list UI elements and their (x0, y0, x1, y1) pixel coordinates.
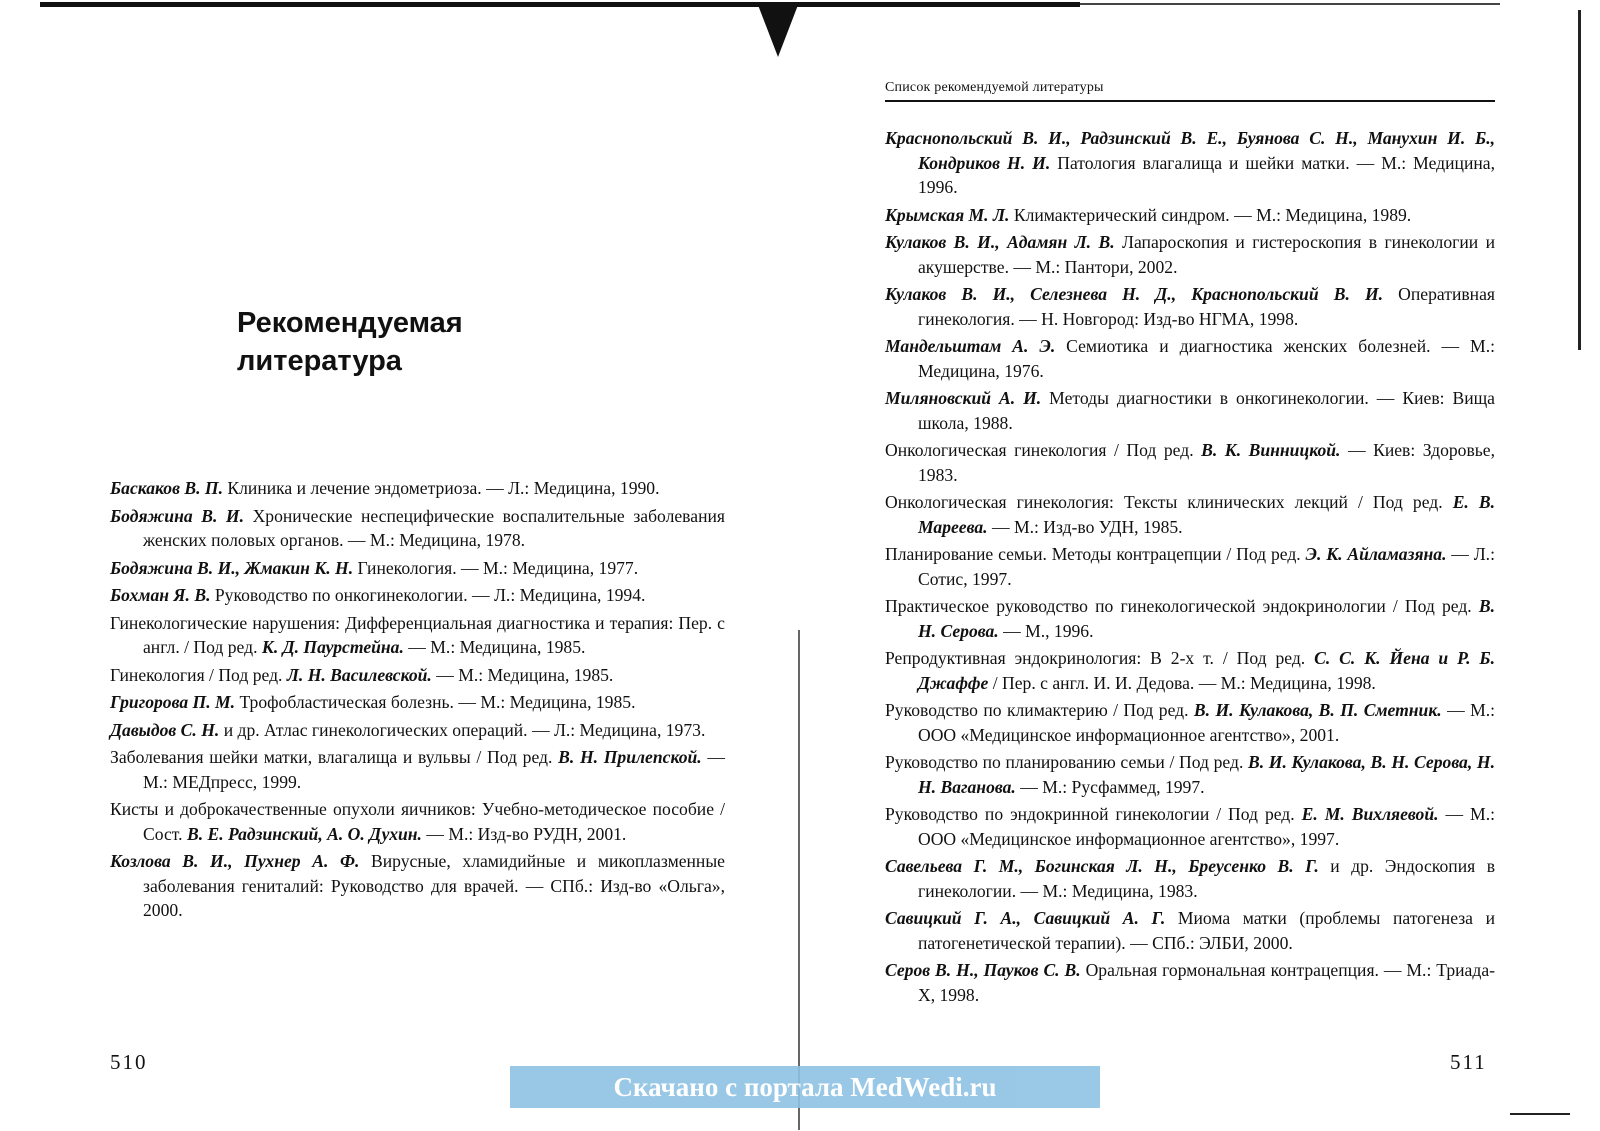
reference-publisher: — М.: Медицина, 1985. (403, 637, 586, 657)
reference-item (885, 698, 1495, 747)
reference-text: Методы диагностики в онкогинекологии. — Киев: Вища школа, 1988. (918, 388, 1495, 433)
gutter-line (798, 630, 800, 1130)
page-title (237, 304, 463, 380)
left-page (110, 0, 725, 1131)
reference-author: Бодяжина В. И. (110, 505, 245, 526)
reference-text: Репродуктивная эндокринология: В 2-х т. / Под ред. (885, 648, 1315, 668)
reference-publisher: / Пер. с англ. И. И. Дедова. — М.: Медицина, 1998. (988, 672, 1376, 693)
reference-editor: В. И. Кулакова, В. Н. Серова, Н. Н. Ваганова. (918, 752, 1495, 797)
reference-text: Хронические неспецифические воспалительные заболевания женских половых органов. — М.: Медицина, 1978. (143, 505, 725, 550)
reference-author: Бохман Я. В. (110, 585, 211, 605)
reference-text: Оперативная гинекология. — Н. Новгород: Изд-во НГМА, 1998. (918, 284, 1495, 329)
reference-item (885, 542, 1495, 591)
reference-item (885, 646, 1495, 695)
reference-item (885, 750, 1495, 799)
reference-editor: К. Д. Паурстейна. (261, 637, 404, 657)
reference-author: Серов В. Н., Пауков С. В. (885, 960, 1081, 980)
page-edge-shadow (1578, 10, 1581, 350)
reference-text: Заболевания шейки матки, влагалища и вульвы / Под ред. (110, 747, 559, 767)
reference-editor: Е. М. Вихляевой. (1301, 804, 1439, 824)
reference-text: Руководство по климактерию / Под ред. (885, 700, 1194, 720)
reference-author: Крымская М. Л. (885, 204, 1010, 225)
reference-author: Давыдов С. Н. (110, 719, 220, 740)
reference-text: Гинекологические нарушения: Дифференциальная диагностика и терапия: Пер. с англ. / Под ред. (110, 612, 725, 657)
reference-author: Козлова В. И., Пухнер А. Ф. (110, 851, 360, 871)
reference-text: Гинекология / Под ред. (110, 664, 287, 685)
reference-item (885, 958, 1495, 1007)
reference-editor: Е. В. Мареева. (918, 492, 1495, 537)
reference-text: Патология влагалища и шейки матки. — М.: Медицина, 1996. (918, 152, 1495, 197)
reference-text: Вирусные, хламидийные и микоплазменные заболевания гениталий: Руководство для врачей. — СПб.: Изд-во «Ольга», 2000. (143, 851, 725, 920)
reference-author: Савицкий Г. А., Савицкий А. Г. (885, 908, 1166, 928)
reference-publisher: — М.: МЕДпресс, 1999. (143, 747, 725, 792)
right-page (885, 0, 1495, 1131)
reference-text: Лапароскопия и гистероскопия в гинекологии и акушерстве. — М.: Пантори, 2002. (918, 232, 1495, 277)
page-number-right: 511 (1450, 1050, 1487, 1074)
reference-author: Савельева Г. М., Богинская Л. Н., Бреусенко В. Г. (885, 856, 1319, 876)
reference-author: Миляновский А. И. (885, 388, 1042, 408)
reference-text: и др. Эндоскопия в гинекологии. — М.: Медицина, 1983. (918, 856, 1495, 901)
reference-author: Краснопольский В. И., Радзинский В. Е., Буянова С. Н., Манухин И. Б., Кондриков Н. И. (885, 128, 1495, 173)
reference-text: и др. Атлас гинекологических операций. — Л.: Медицина, 1973. (219, 719, 706, 740)
corner-mark (1510, 1113, 1570, 1115)
reference-editor: В. Е. Радзинский, А. О. Духин. (186, 823, 422, 844)
reference-editor: В. И. Кулакова, В. П. Сметник. (1193, 700, 1442, 720)
reference-item (885, 282, 1495, 331)
reference-item (110, 690, 725, 715)
reference-item (885, 230, 1495, 279)
running-head: Список рекомендуемой литературы (885, 80, 1495, 102)
reference-text: Клиника и лечение эндометриоза. — Л.: Медицина, 1990. (222, 478, 660, 498)
reference-text: Руководство по планированию семьи / Под ред. (885, 752, 1249, 772)
reference-item (885, 386, 1495, 435)
reference-text: Руководство по онкогинекологии. — Л.: Медицина, 1994. (210, 585, 646, 605)
reference-editor: Э. К. Айламазяна. (1305, 544, 1447, 564)
reference-author: Мандельштам А. Э. (885, 336, 1056, 356)
reference-text: Онкологическая гинекология / Под ред. (885, 440, 1202, 460)
reference-list-left (110, 476, 725, 926)
reference-text: Оральная гормональная контрацепция. — М.: Триада-Х, 1998. (918, 960, 1495, 1005)
reference-publisher: — М.: Изд-во РУДН, 2001. (421, 823, 627, 844)
reference-text: Онкологическая гинекология: Тексты клинических лекций / Под ред. (885, 492, 1453, 512)
reference-author: Баскаков В. П. (110, 478, 223, 498)
reference-text: Кисты и доброкачественные опухоли яичников: Учебно-методическое пособие / Сост. (110, 799, 725, 844)
watermark-banner: Скачано с портала MedWedi.ru (510, 1066, 1100, 1108)
reference-author: Бодяжина В. И., Жмакин К. Н. (110, 557, 354, 578)
reference-item (885, 854, 1495, 903)
reference-item (885, 802, 1495, 851)
reference-item (110, 849, 725, 923)
reference-item (110, 476, 725, 501)
reference-editor: С. С. К. Йена и Р. Б. Джаффе (918, 648, 1496, 693)
reference-editor: В. Н. Прилепской. (558, 747, 702, 767)
binding-mark (758, 5, 798, 57)
reference-item (110, 583, 725, 608)
reference-editor: В. К. Винницкой. (1201, 440, 1341, 460)
reference-author: Григорова П. М. (110, 692, 236, 712)
reference-text: Трофобластическая болезнь. — М.: Медицина, 1985. (235, 692, 636, 712)
reference-editor: Л. Н. Василевской. (286, 664, 432, 685)
reference-item (110, 745, 725, 794)
reference-publisher: — Киев: Здоровье, 1983. (918, 440, 1496, 485)
reference-text: Семиотика и диагностика женских болезней. — М.: Медицина, 1976. (918, 336, 1495, 381)
reference-text: Климактерический синдром. — М.: Медицина, 1989. (1009, 204, 1412, 225)
reference-publisher: — М.: Медицина, 1985. (431, 664, 614, 685)
reference-publisher: — М., 1996. (998, 620, 1094, 641)
reference-item (110, 718, 725, 743)
reference-item (885, 438, 1495, 487)
reference-text: Гинекология. — М.: Медицина, 1977. (353, 557, 639, 578)
reference-text: Руководство по эндокринной гинекологии / Под ред. (885, 804, 1302, 824)
reference-item (885, 203, 1495, 228)
reference-item (885, 594, 1495, 643)
page-number-left: 510 (110, 1050, 148, 1074)
reference-publisher: — Л.: Сотис, 1997. (918, 544, 1495, 589)
reference-text: Практическое руководство по гинекологической эндокринологии / Под ред. (885, 596, 1479, 616)
page-title-line2: литература (237, 345, 402, 377)
reference-item (110, 504, 725, 553)
reference-publisher: — М.: ООО «Медицинское информационное агентство», 1997. (918, 804, 1495, 849)
reference-item (885, 334, 1495, 383)
reference-item (885, 126, 1495, 200)
reference-publisher: — М.: ООО «Медицинское информационное агентство», 2001. (918, 700, 1496, 745)
reference-item (885, 490, 1495, 539)
reference-publisher: — М.: Русфаммед, 1997. (1015, 776, 1205, 797)
reference-text: Миома матки (проблемы патогенеза и патогенетической терапии). — СПб.: ЭЛБИ, 2000. (918, 908, 1495, 953)
reference-item (885, 906, 1495, 955)
reference-item (110, 663, 725, 688)
reference-text: Планирование семьи. Методы контрацепции / Под ред. (885, 544, 1306, 564)
reference-author: Кулаков В. И., Адамян Л. В. (885, 232, 1115, 252)
reference-item (110, 556, 725, 581)
reference-editor: В. Н. Серова. (918, 596, 1495, 641)
reference-item (110, 611, 725, 660)
reference-author: Кулаков В. И., Селезнева Н. Д., Краснопольский В. И. (885, 284, 1384, 304)
reference-item (110, 797, 725, 846)
reference-publisher: — М.: Изд-во УДН, 1985. (987, 516, 1183, 537)
reference-list-right (885, 126, 1495, 1010)
page-title-line1: Рекомендуемая (237, 307, 463, 339)
